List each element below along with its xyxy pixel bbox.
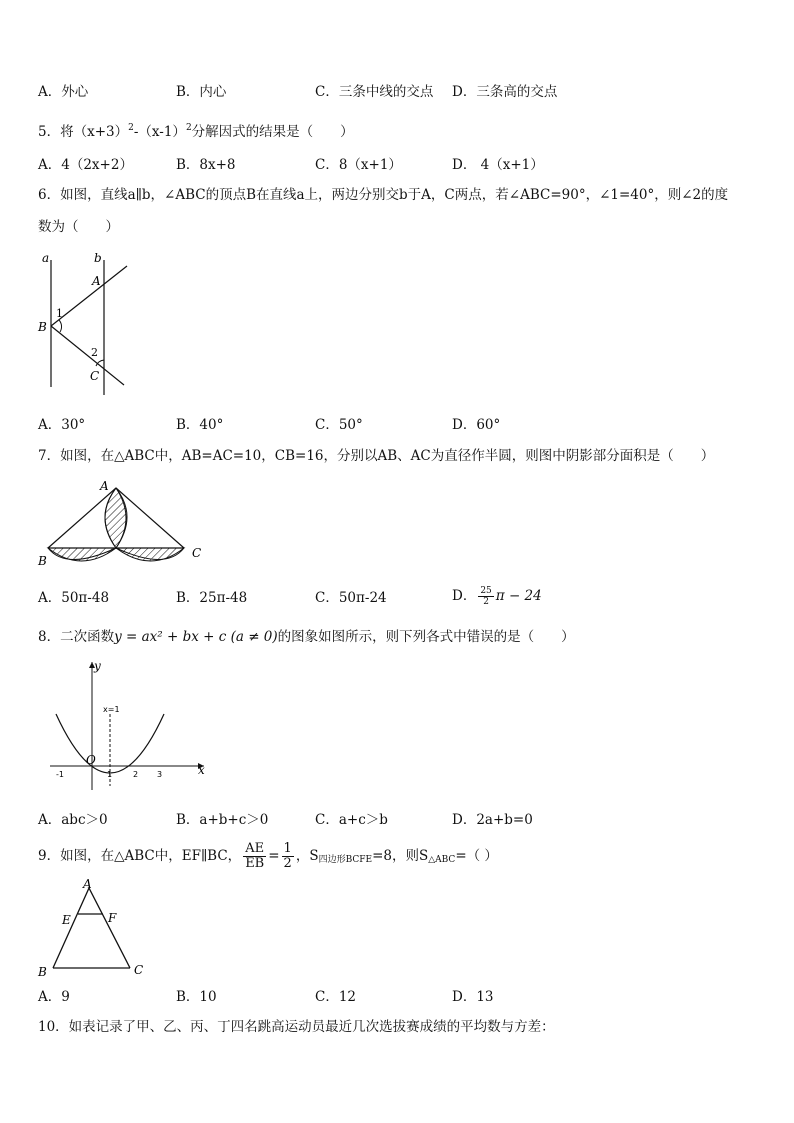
q8-option-a: A．abc＞0 (38, 812, 108, 828)
q8-question: 8．二次函数y = ax² + bx + c (a ≠ 0)的图象如图所示，则下列各式中错误的是（ ） (38, 629, 575, 645)
q4-option-d: D．三条高的交点 (452, 84, 558, 100)
q8-label-x: x (198, 763, 205, 777)
q8-label-origin: O (86, 753, 96, 767)
q9-option-b: B．10 (176, 989, 217, 1005)
q7-label-A: A (100, 479, 109, 493)
q6-label-b: b (94, 251, 102, 265)
q6-label-C: C (90, 369, 100, 383)
q5-option-d: D． 4（x+1） (452, 157, 544, 173)
q7-option-d: D． $\frac{25}{2}$ π − 24 (452, 586, 542, 607)
q7-label-C: C (192, 546, 202, 560)
q6-option-c: C．50° (315, 417, 363, 433)
q9-figure (36, 876, 151, 981)
q8-figure (46, 656, 211, 796)
q7-shaded-lens (105, 488, 126, 548)
q9-option-a: A．9 (38, 989, 70, 1005)
q8-tick-3: 3 (157, 770, 163, 779)
q8-tick-2: 2 (133, 770, 139, 779)
q7-question: 7．如图，在△ABC中，AB=AC=10，CB=16，分别以AB、AC为直径作半圆，则图中阴影部分面积是（ ） (38, 448, 715, 464)
q6-label-1: 1 (56, 307, 63, 320)
q7-figure (36, 476, 211, 571)
q4-option-c: C．三条中线的交点 (315, 84, 434, 100)
q8-option-d: D．2a+b=0 (452, 812, 533, 828)
q5-option-b: B．8x+8 (176, 157, 236, 173)
q8-tick-neg1: -1 (56, 770, 64, 779)
q4-option-a: A．外心 (38, 84, 89, 100)
q6-label-B: B (38, 320, 47, 334)
q9-label-E: E (62, 913, 71, 927)
q8-option-c: C．a+c＞b (315, 812, 388, 828)
q9-side-ab (53, 888, 89, 968)
q9-option-c: C．12 (315, 989, 357, 1005)
q9-label-A: A (83, 877, 92, 891)
q5-question: 5．将$(x+3)^2-(x-1)^2$分解因式的结果是（ ） (38, 123, 354, 140)
q7-label-B: B (38, 554, 47, 568)
q8-tick-1: 1 (107, 770, 113, 779)
q7-option-b: B．25π-48 (176, 590, 248, 606)
q7-option-a: A．50π-48 (38, 590, 110, 606)
q9-side-ac (89, 888, 130, 968)
q10-question: 10．如表记录了甲、乙、丙、丁四名跳高运动员最近几次选拔赛成绩的平均数与方差： (38, 1019, 555, 1035)
q6-label-a: a (42, 251, 50, 265)
q6-question-line2: 数为（ ） (38, 219, 119, 235)
q9-question: 9．如图，在△ABC中，EF∥BC， $\frac{AE}{EB}$ = $\frac{1}{2}$ ，$S_{四边形BCFE}=8$，则$S_{\triangle ABC}=$（ ） (38, 841, 498, 871)
q6-option-b: B．40° (176, 417, 224, 433)
q9-label-B: B (38, 965, 47, 979)
q9-label-C: C (134, 963, 144, 977)
q5-option-c: C．8（x+1） (315, 157, 402, 173)
q7-option-c: C．50π-24 (315, 590, 387, 606)
q6-option-a: A．30° (38, 417, 86, 433)
q6-figure (36, 250, 131, 400)
q9-label-F: F (108, 911, 117, 925)
q6-label-2: 2 (91, 346, 98, 359)
q6-label-A: A (92, 274, 101, 288)
q8-option-b: B．a+b+c＞0 (176, 812, 269, 828)
q9-option-d: D．13 (452, 989, 494, 1005)
q8-label-y: y (94, 659, 101, 673)
q4-option-b: B．内心 (176, 84, 227, 100)
q6-option-d: D．60° (452, 417, 501, 433)
q8-label-symmetry: x=1 (103, 705, 120, 714)
q6-question-line1: 6．如图，直线a∥b，∠ABC的顶点B在直线a上，两边分别交b于A，C两点，若∠ABC=90°，∠1=40°，则∠2的度 (38, 187, 729, 203)
q5-option-a: A．4（2x+2） (38, 157, 133, 173)
